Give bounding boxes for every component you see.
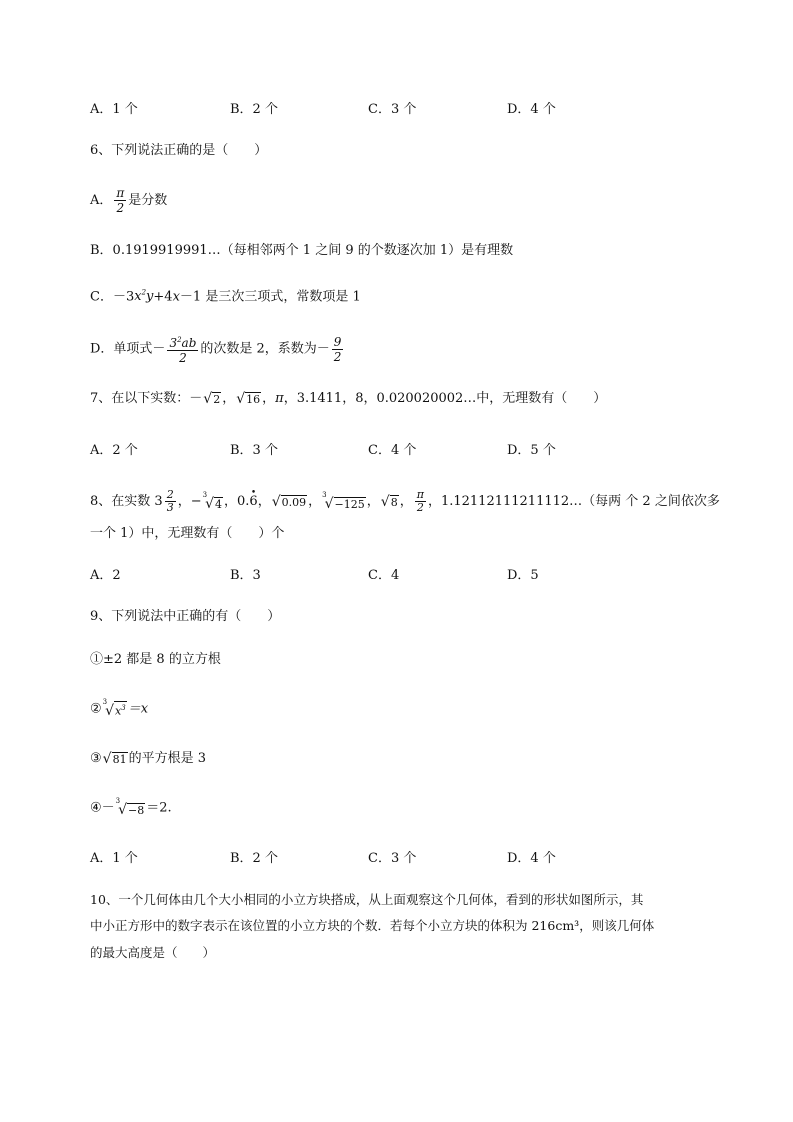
- q9-option-c: C．3 个: [368, 851, 417, 866]
- q8-option-c: C．4: [368, 568, 400, 583]
- q10-line-1: 10、一个几何体由几个大小相同的小立方块搭成，从上面观察这个几何体，看到的形状如图所示，其: [90, 892, 644, 907]
- q8-option-d: D．5: [507, 568, 539, 583]
- q6-option-a: [90, 186, 167, 215]
- q7-pi: π: [275, 391, 284, 406]
- q8-fraction: $\frac{2}{3}$: [166, 488, 174, 514]
- q6-c-expr: $x^2y$: [134, 289, 154, 305]
- q7-sqrt16: √ 16: [236, 390, 261, 407]
- q6-d-fraction2: [332, 335, 344, 364]
- q6-a-text: 是分数: [128, 193, 168, 208]
- q8-repeating: 0.6 •: [237, 494, 258, 509]
- q9-cbrt-x3: 3 √ $x^3$: [102, 698, 126, 719]
- q8-stem: 8、在实数 3 $\frac{2}{3}$ ，− 3 √ 4 ，0.6 •， √ 0.09 ， 3 √ −125 ， √ 8 ， $\frac{\pi}{2}$ ，1.12112111211112…（每两 个 2 之间依次多: [90, 489, 720, 514]
- q8-sqrt8: √ 8: [380, 493, 398, 510]
- q9-item-3: ③ √ 81 的平方根是 3: [90, 750, 206, 767]
- q6-option-b: B．0.1919919991…（每相邻两个 1 之间 9 的个数逐次加 1）是有理数: [90, 243, 514, 258]
- q9-item-2: ② 3 √ $x^3$ ＝x: [90, 698, 149, 719]
- q8-stem-start: 8、在实数 3: [90, 494, 163, 509]
- q6-d-fraction: $\frac{3^2ab}{2}$: [167, 333, 198, 365]
- q9-sqrt81: √ 81: [102, 750, 127, 767]
- q5-option-a: A．1 个: [90, 102, 138, 117]
- q7-stem: 7、在以下实数：－ √ 2 ， √ 16 ，π，3.1411，8，0.020020002…中，无理数有（ ）: [90, 390, 607, 407]
- q6-a-prefix: A．: [90, 193, 113, 208]
- q9-item-4: ④－ 3 √ −8 ＝2.: [90, 797, 172, 818]
- q8-stem-line2: 一个 1）中，无理数有（ ）个: [90, 526, 285, 541]
- q6-d-num: ab: [181, 336, 197, 350]
- q8-sqrt009: √ 0.09: [271, 493, 307, 510]
- q6-d-prefix: D．单项式－: [90, 341, 166, 357]
- q6-option-c: C．$-3x^2y+4x-1$ 是三次三项式，常数项是 1: [90, 289, 361, 305]
- q7-sqrt2: √ 2: [203, 390, 221, 407]
- q9-item-1: ①±2 都是 8 的立方根: [90, 652, 221, 667]
- q9-stem: 9、下列说法中正确的有（ ）: [90, 609, 281, 624]
- q6-c-prefix: C．－3: [90, 289, 135, 305]
- q5-option-b: B．2 个: [230, 102, 278, 117]
- q9-option-a: A．1 个: [90, 851, 138, 866]
- q8-stem-end: ，1.12112111211112…（每两 个 2 之间依次多: [427, 494, 720, 509]
- q10-line-3: 的最大高度是（ ）: [90, 945, 216, 960]
- q6-option-d: [90, 333, 345, 365]
- q8-option-a: A．2: [90, 568, 121, 583]
- q6-a-num: π: [116, 186, 125, 200]
- q7-option-b: B．3 个: [230, 443, 278, 458]
- q6-d-num2: 9: [333, 334, 342, 349]
- q7-option-d: D．5 个: [507, 443, 556, 458]
- q7-option-a: A．2 个: [90, 443, 138, 458]
- q8-cbrt-125: 3 √ −125: [322, 490, 365, 512]
- q7-option-c: C．4 个: [368, 443, 417, 458]
- q9-option-d: D．4 个: [507, 851, 556, 866]
- q6-d-den2: 2: [333, 349, 342, 364]
- q8-pi-fraction: $\frac{\pi}{2}$: [416, 488, 424, 514]
- q8-cbrt4: 3 √ 4: [202, 490, 222, 512]
- q5-option-d: D．4 个: [507, 102, 556, 117]
- q7-stem-end: ，3.1411，8，0.020020002…中，无理数有（ ）: [283, 391, 607, 406]
- q8-option-b: B．3: [230, 568, 261, 583]
- q6-d-mid: 的次数是 2，系数为－: [200, 341, 330, 357]
- q6-c-text: 是三次三项式，常数项是 1: [205, 289, 361, 305]
- q6-d-den: 2: [179, 351, 187, 365]
- q9-option-b: B．2 个: [230, 851, 278, 866]
- q9-cbrt-neg8: 3 √ −8: [115, 797, 145, 818]
- q6-stem: 6、下列说法正确的是（ ）: [90, 143, 268, 158]
- q5-option-c: C．3 个: [368, 102, 417, 117]
- q7-stem-start: 7、在以下实数：－: [90, 391, 203, 406]
- q6-a-den: 2: [116, 201, 125, 215]
- q10-line-2: 中小正方形中的数字表示在该位置的小立方块的个数．若每个小立方块的体积为 216cm³，则该几何体: [90, 918, 655, 933]
- q6-a-fraction: [114, 186, 126, 215]
